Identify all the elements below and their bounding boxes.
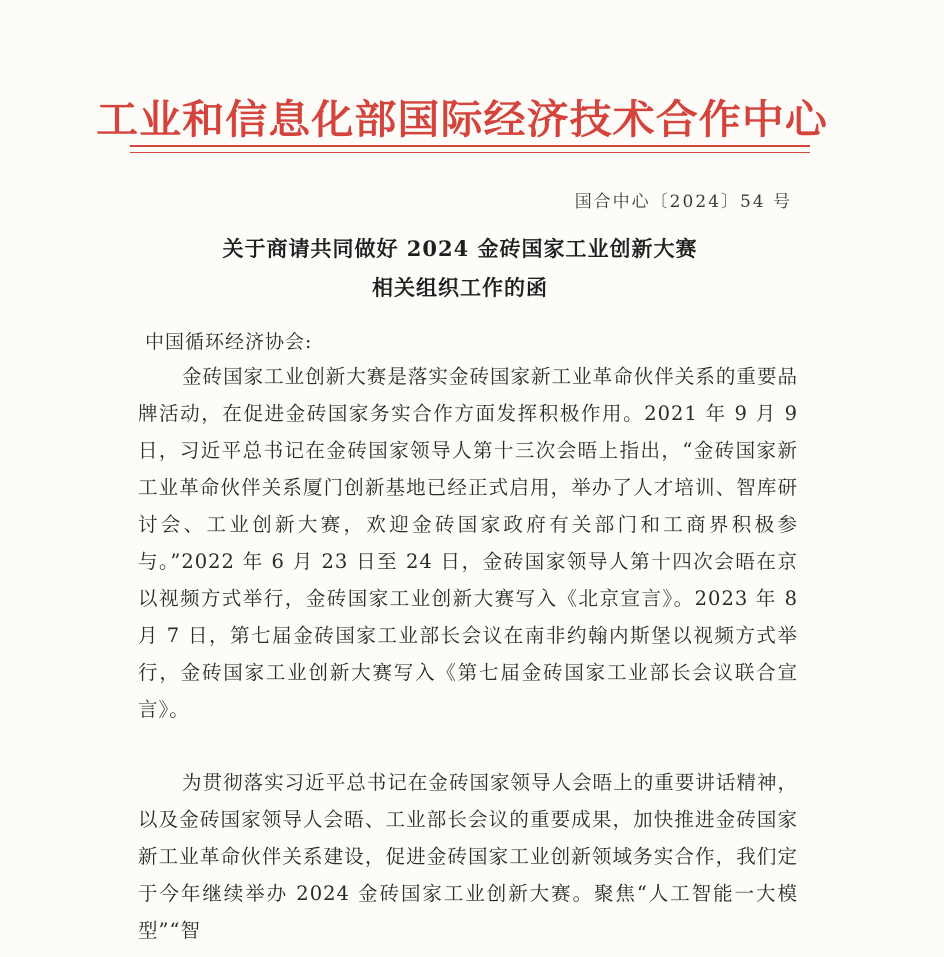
header-divider <box>130 145 810 153</box>
document-title-line-1: 关于商请共同做好 2024 金砖国家工业创新大赛 <box>222 236 698 261</box>
body-paragraph-2: 为贯彻落实习近平总书记在金砖国家领导人会晤上的重要讲话精神，以及金砖国家领导人会晤、工业部长会议的重要成果，加快推进金砖国家新工业革命伙伴关系建设，促进金砖国家工业创新领域务实合作，我们定于今年继续举办 2024 金砖国家工业创新大赛。聚焦“人工智能一大模型”“智 <box>138 771 798 942</box>
recipient-salutation: 中国循环经济协会: <box>145 331 313 353</box>
document-title-line-2: 相关组织工作的函 <box>372 275 548 300</box>
organization-header: 工业和信息化部国际经济技术合作中心 <box>96 97 828 143</box>
body-paragraph-1: 金砖国家工业创新大赛是落实金砖国家新工业革命伙伴关系的重要品牌活动，在促进金砖国家务实合作方面发挥积极作用。2021 年 9 月 9 日，习近平总书记在金砖国家领导人第十三次会晤上指出，“金砖国家新工业革命伙伴关系厦门创新基地已经正式启用，举办了人才培训、智库研讨会、工业创新大赛，欢迎金砖国家政府有关部门和工商界积极参与。”2022 年 6 月 23 日至 24 日，金砖国家领导人第十四次会晤在京以视频方式举行，金砖国家工业创新大赛写入《北京宣言》。2023 年 8 月 7 日，第七届金砖国家工业部长会议在南非约翰内斯堡以视频方式举行，金砖国家工业创新大赛写入《第七届金砖国家工业部长会议联合宣言》。 <box>138 365 798 721</box>
document-number: 国合中心〔2024〕54 号 <box>574 192 792 212</box>
